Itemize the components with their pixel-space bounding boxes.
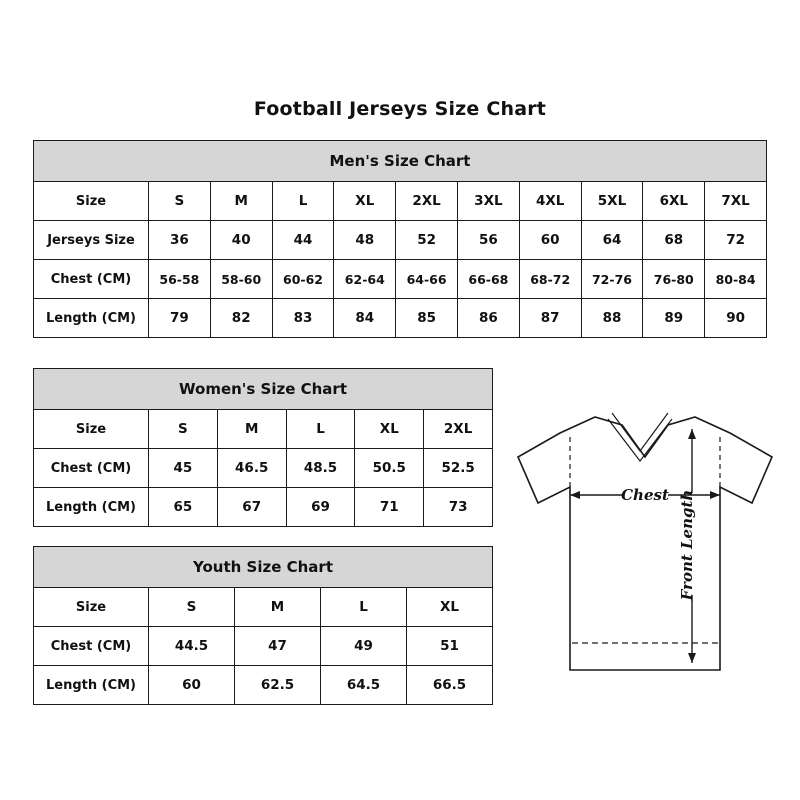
- row-label-size: Size: [34, 410, 149, 449]
- table-cell: 6XL: [643, 182, 705, 221]
- table-cell: 44.5: [149, 627, 235, 666]
- table-cell: 82: [210, 299, 272, 338]
- row-label-chest: Chest (CM): [34, 260, 149, 299]
- table-cell: 2XL: [424, 410, 493, 449]
- table-cell: 58-60: [210, 260, 272, 299]
- table-cell: 64.5: [321, 666, 407, 705]
- table-cell: 67: [217, 488, 286, 527]
- table-cell: 48: [334, 221, 396, 260]
- chest-arrow-left: [570, 491, 580, 499]
- table-cell: 68-72: [519, 260, 581, 299]
- row-label-size: Size: [34, 588, 149, 627]
- page-title: Football Jerseys Size Chart: [253, 98, 547, 120]
- table-cell: 72-76: [581, 260, 643, 299]
- table-cell: 86: [457, 299, 519, 338]
- table-cell: 66.5: [407, 666, 493, 705]
- table-cell: 2XL: [396, 182, 458, 221]
- row-label-length: Length (CM): [34, 666, 149, 705]
- table-cell: M: [235, 588, 321, 627]
- table-cell: 50.5: [355, 449, 424, 488]
- collar-outer-line: [612, 413, 668, 451]
- length-arrow-top: [688, 429, 696, 439]
- table-cell: L: [286, 410, 355, 449]
- row-label-chest: Chest (CM): [34, 627, 149, 666]
- table-row: [34, 666, 493, 705]
- womens-size-chart-table: [33, 368, 493, 527]
- table-cell: S: [149, 410, 218, 449]
- table-cell: 46.5: [217, 449, 286, 488]
- table-cell: 49: [321, 627, 407, 666]
- front-length-label: Front Length: [678, 489, 696, 601]
- table-cell: 62.5: [235, 666, 321, 705]
- table-cell: 90: [705, 299, 767, 338]
- table-header-row: [34, 547, 493, 588]
- row-label-length: Length (CM): [34, 299, 149, 338]
- table-cell: 3XL: [457, 182, 519, 221]
- table-cell: 40: [210, 221, 272, 260]
- table-cell: 62-64: [334, 260, 396, 299]
- chest-label: Chest: [621, 486, 669, 504]
- table-cell: 68: [643, 221, 705, 260]
- table-row: [34, 449, 493, 488]
- table-cell: 52.5: [424, 449, 493, 488]
- table-row: [34, 588, 493, 627]
- table-cell: 56-58: [149, 260, 211, 299]
- table-row: [34, 488, 493, 527]
- chest-arrow-right: [710, 491, 720, 499]
- table-cell: 72: [705, 221, 767, 260]
- table-cell: 4XL: [519, 182, 581, 221]
- table-cell: 52: [396, 221, 458, 260]
- table-header-row: [34, 141, 767, 182]
- mens-size-chart-table: [33, 140, 767, 338]
- womens-chart-heading: Women's Size Chart: [34, 369, 493, 410]
- table-row: [34, 299, 767, 338]
- table-row: [34, 182, 767, 221]
- table-cell: 71: [355, 488, 424, 527]
- measurement-diagram: [500, 395, 790, 695]
- table-cell: 36: [149, 221, 211, 260]
- table-cell: 80-84: [705, 260, 767, 299]
- table-cell: M: [217, 410, 286, 449]
- table-cell: 84: [334, 299, 396, 338]
- table-row: [34, 410, 493, 449]
- row-label-jerseys-size: Jerseys Size: [34, 221, 149, 260]
- row-label-chest: Chest (CM): [34, 449, 149, 488]
- table-cell: 7XL: [705, 182, 767, 221]
- row-label-size: Size: [34, 182, 149, 221]
- mens-chart-heading: Men's Size Chart: [34, 141, 767, 182]
- table-cell: S: [149, 588, 235, 627]
- table-cell: 48.5: [286, 449, 355, 488]
- table-cell: 64: [581, 221, 643, 260]
- table-cell: M: [210, 182, 272, 221]
- youth-chart-heading: Youth Size Chart: [34, 547, 493, 588]
- table-cell: S: [149, 182, 211, 221]
- table-cell: 56: [457, 221, 519, 260]
- table-cell: 88: [581, 299, 643, 338]
- table-cell: 69: [286, 488, 355, 527]
- table-cell: 45: [149, 449, 218, 488]
- table-cell: 87: [519, 299, 581, 338]
- table-cell: 83: [272, 299, 334, 338]
- table-cell: 5XL: [581, 182, 643, 221]
- table-header-row: [34, 369, 493, 410]
- table-cell: 51: [407, 627, 493, 666]
- table-row: [34, 221, 767, 260]
- table-cell: 64-66: [396, 260, 458, 299]
- table-cell: L: [272, 182, 334, 221]
- table-cell: 47: [235, 627, 321, 666]
- table-row: [34, 260, 767, 299]
- length-arrow-bottom: [688, 653, 696, 663]
- table-cell: L: [321, 588, 407, 627]
- table-cell: XL: [334, 182, 396, 221]
- table-cell: XL: [407, 588, 493, 627]
- table-cell: 76-80: [643, 260, 705, 299]
- table-cell: 85: [396, 299, 458, 338]
- table-cell: 79: [149, 299, 211, 338]
- youth-size-chart-table: [33, 546, 493, 705]
- table-cell: XL: [355, 410, 424, 449]
- table-cell: 66-68: [457, 260, 519, 299]
- collar-inner-line: [608, 419, 672, 461]
- table-cell: 60-62: [272, 260, 334, 299]
- table-cell: 89: [643, 299, 705, 338]
- table-cell: 60: [149, 666, 235, 705]
- row-label-length: Length (CM): [34, 488, 149, 527]
- table-row: [34, 627, 493, 666]
- table-cell: 73: [424, 488, 493, 527]
- tshirt-outline-icon: [500, 395, 790, 695]
- table-cell: 65: [149, 488, 218, 527]
- table-cell: 44: [272, 221, 334, 260]
- table-cell: 60: [519, 221, 581, 260]
